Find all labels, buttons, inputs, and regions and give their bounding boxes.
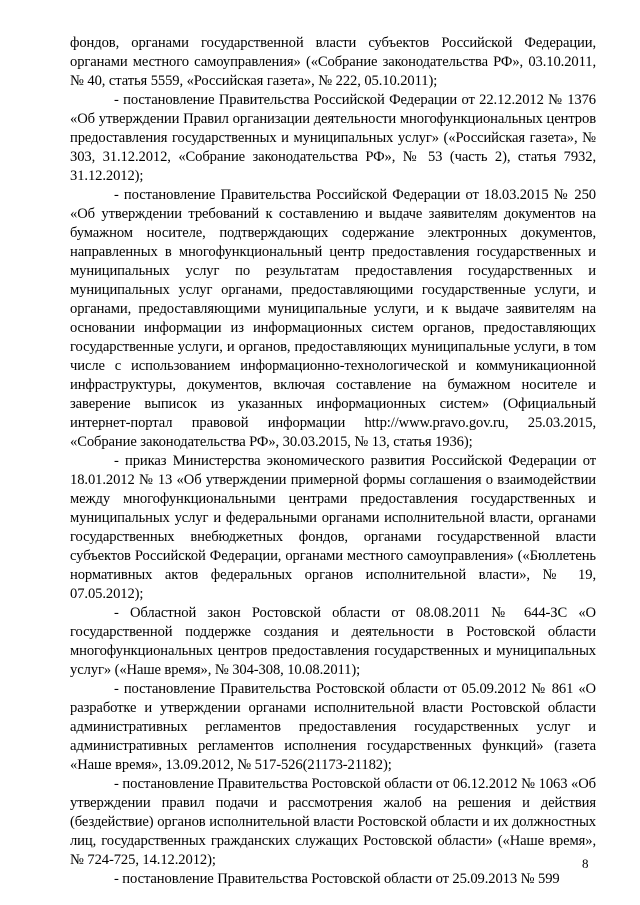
list-item-regional-law-644: - Областной закон Ростовской области от 08.08.2011 № 644-ЗС «О государственной поддержке создания и деятельности в Ростовской области многофункциональных центров предоставления государственных и муниципальных услуг» («Наше время», № 304-308, 10.08.2011); [70, 605, 596, 678]
page-number: 8 [582, 856, 589, 871]
paragraph-continuation: фондов, органами государственной власти субъектов Российской Федерации, органами местного самоуправления» («Собрание законодательства РФ», 03.10.2011, № 40, статья 5559, «Российская газета», № 222, 05.10.2011); [70, 35, 596, 89]
list-item-order-13: - приказ Министерства экономического развития Российской Федерации от 18.01.2012 № 13 «Об утверждении примерной формы соглашения о взаимодействии между многофункциональными центрами предоставления государственных и муниципальных услуг и федеральными органами исполнительной власти, органами государственных внебюджетных фондов, органами государственной власти субъектов Российской Федерации, органами местного самоуправления» («Бюллетень нормативных актов федеральных органов исполнительной власти», № 19, 07.05.2012); [70, 453, 596, 602]
list-item-decree-1376: - постановление Правительства Российской Федерации от 22.12.2012 № 1376 «Об утверждении Правил организации деятельности многофункциональных центров предоставления государственных и муниципальных услуг» («Российская газета», № 303, 31.12.2012, «Собрание законодательства РФ», № 53 (часть 2), статья 7932, 31.12.2012); [70, 92, 596, 184]
list-item-decree-250: - постановление Правительства Российской Федерации от 18.03.2015 № 250 «Об утверждении требований к составлению и выдаче заявителям документов на бумажном носителе, подтверждающих содержание электронных документов, направленных в многофункциональный центр предоставления государственных и муниципальных услуг по результатам предоставления государственных и муниципальных услуг органами, предоставляющими государственные услуги, и органами, предоставляющими муниципальные услуги, и к выдаче заявителям на основании информации из информационных систем органов, предоставляющих государственные услуги, и органов, предоставляющих муниципальные услуги, в том числе с использованием информационно-технологической и коммуникационной инфраструктуры, документов, включая составление на бумажном носителе и заверение выписок из указанных информационных систем» (Официальный интернет-портал правовой информации http://www.pravo.gov.ru, 25.03.2015, «Собрание законодательства РФ», 30.03.2015, № 13, статья 1936); [70, 187, 596, 450]
document-page [70, 34, 596, 889]
list-item-decree-861: - постановление Правительства Ростовской области от 05.09.2012 № 861 «О разработке и утверждении органами исполнительной власти Ростовской области административных регламентов предоставления государственных услуг и административных регламентов исполнения государственных функций» (газета «Наше время», 13.09.2012, № 517-526(21173-21182); [70, 681, 596, 773]
list-item-decree-1063: - постановление Правительства Ростовской области от 06.12.2012 № 1063 «Об утверждении правил подачи и рассмотрения жалоб на решения и действия (бездействие) органов исполнительной власти Ростовской области и их должностных лиц, государственных гражданских служащих Ростовской области» («Наше время», № 724-725, 14.12.2012); [70, 776, 596, 868]
list-item-decree-599: - постановление Правительства Ростовской области от 25.09.2013 № 599 [114, 871, 560, 887]
